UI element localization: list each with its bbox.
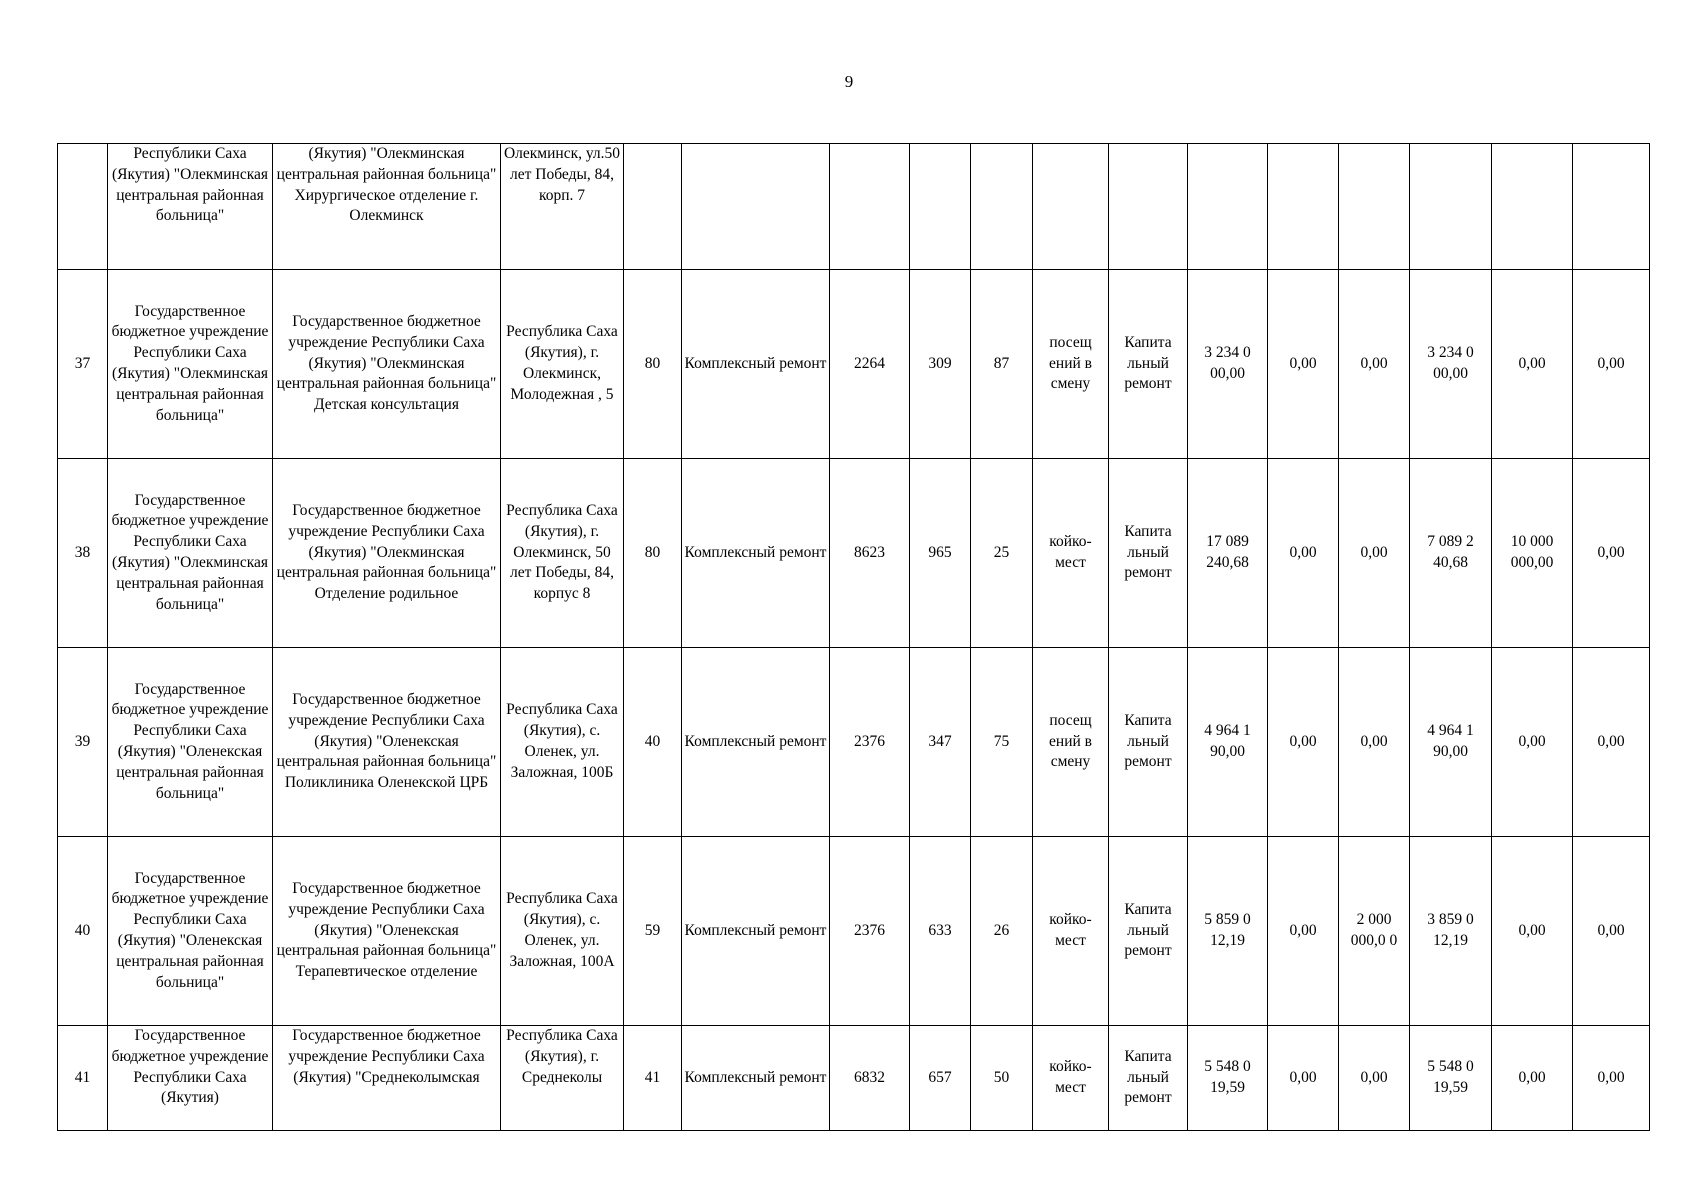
cell-funding-5: 0,00 (1573, 837, 1650, 1026)
cell-repair-kind: Капита льный ремонт (1109, 270, 1188, 459)
cell-funding-1: 0,00 (1268, 270, 1339, 459)
cell-owner: Государственное бюджетное учреждение Республики Саха (Якутия) "Оленекская центральная районная больница" (108, 648, 273, 837)
cell-funding-1: 0,00 (1268, 1026, 1339, 1131)
cell-wear-percent: 80 (624, 270, 682, 459)
cell-funding-4: 0,00 (1492, 648, 1573, 837)
cell-unit (1033, 144, 1109, 270)
cell-funding-1: 0,00 (1268, 837, 1339, 1026)
cell-work-type: Комплексный ремонт (682, 459, 830, 648)
table-row (58, 144, 1650, 270)
cell-work-type: Комплексный ремонт (682, 1026, 830, 1131)
cell-funding-2 (1339, 144, 1410, 270)
cell-object: Государственное бюджетное учреждение Республики Саха (Якутия) "Оленекская центральная районная больница" Поликлиника Оленекской ЦРБ (273, 648, 501, 837)
cell-object: (Якутия) "Олекминская центральная районная больница" Хирургическое отделение г. Олекминск (273, 144, 501, 270)
cell-owner: Государственное бюджетное учреждение Республики Саха (Якутия) "Олекминская центральная районная больница" (108, 459, 273, 648)
cell-repair-kind: Капита льный ремонт (1109, 1026, 1188, 1131)
cell-wear-percent (624, 144, 682, 270)
cell-funding-5: 0,00 (1573, 459, 1650, 648)
cell-wear-percent: 41 (624, 1026, 682, 1131)
cell-funding-1: 0,00 (1268, 459, 1339, 648)
cell-capacity-2: 87 (971, 270, 1033, 459)
cell-capacity-2: 50 (971, 1026, 1033, 1131)
cell-funding-3: 3 234 0 00,00 (1410, 270, 1492, 459)
cell-funding-3: 5 548 0 19,59 (1410, 1026, 1492, 1131)
cell-area: 2376 (830, 837, 910, 1026)
cell-funding-5 (1573, 144, 1650, 270)
cell-row-number (58, 144, 108, 270)
table-row (58, 270, 1650, 459)
cell-funding-5: 0,00 (1573, 648, 1650, 837)
cell-capacity-1: 309 (910, 270, 971, 459)
cell-funding-2: 0,00 (1339, 459, 1410, 648)
cell-area: 8623 (830, 459, 910, 648)
cell-funding-1 (1268, 144, 1339, 270)
cell-wear-percent: 59 (624, 837, 682, 1026)
cell-owner: Государственное бюджетное учреждение Республики Саха (Якутия) (108, 1026, 273, 1131)
cell-object: Государственное бюджетное учреждение Республики Саха (Якутия) "Олекминская центральная районная больница" Отделение родильное (273, 459, 501, 648)
cell-unit: койко-мест (1033, 459, 1109, 648)
cell-row-number: 37 (58, 270, 108, 459)
cell-owner: Государственное бюджетное учреждение Республики Саха (Якутия) "Олекминская центральная районная больница" (108, 270, 273, 459)
cell-capacity-1: 965 (910, 459, 971, 648)
cell-object: Государственное бюджетное учреждение Республики Саха (Якутия) "Среднеколымская (273, 1026, 501, 1131)
cell-work-type (682, 144, 830, 270)
cell-work-type: Комплексный ремонт (682, 270, 830, 459)
cell-capacity-1: 633 (910, 837, 971, 1026)
cell-funding-5: 0,00 (1573, 1026, 1650, 1131)
cell-unit: посещ ений в смену (1033, 270, 1109, 459)
cell-capacity-2 (971, 144, 1033, 270)
cell-area: 2376 (830, 648, 910, 837)
cell-wear-percent: 80 (624, 459, 682, 648)
cell-funding-3: 7 089 2 40,68 (1410, 459, 1492, 648)
cell-address: Олекминск, ул.50 лет Победы, 84, корп. 7 (501, 144, 624, 270)
cell-owner: Государственное бюджетное учреждение Республики Саха (Якутия) "Оленекская центральная районная больница" (108, 837, 273, 1026)
cell-owner: Республики Саха (Якутия) "Олекминская центральная районная больница" (108, 144, 273, 270)
cell-area: 6832 (830, 1026, 910, 1131)
cell-capacity-2: 25 (971, 459, 1033, 648)
cell-object: Государственное бюджетное учреждение Республики Саха (Якутия) "Оленекская центральная районная больница" Терапевтическое отделение (273, 837, 501, 1026)
cell-capacity-1: 347 (910, 648, 971, 837)
table-row (58, 1026, 1650, 1131)
cell-unit: койко-мест (1033, 837, 1109, 1026)
cell-funding-4: 10 000 000,00 (1492, 459, 1573, 648)
table-row (58, 837, 1650, 1026)
table-row (58, 459, 1650, 648)
table-row (58, 648, 1650, 837)
cell-capacity-2: 26 (971, 837, 1033, 1026)
cell-total-cost: 17 089 240,68 (1188, 459, 1268, 648)
cell-funding-4: 0,00 (1492, 1026, 1573, 1131)
cell-funding-5: 0,00 (1573, 270, 1650, 459)
cell-funding-2: 0,00 (1339, 1026, 1410, 1131)
cell-area: 2264 (830, 270, 910, 459)
cell-address: Республика Саха (Якутия), с. Оленек, ул. Заложная, 100Б (501, 648, 624, 837)
cell-repair-kind: Капита льный ремонт (1109, 837, 1188, 1026)
cell-work-type: Комплексный ремонт (682, 837, 830, 1026)
cell-repair-kind (1109, 144, 1188, 270)
cell-row-number: 41 (58, 1026, 108, 1131)
cell-address: Республика Саха (Якутия), г. Олекминск, Молодежная , 5 (501, 270, 624, 459)
cell-unit: койко-мест (1033, 1026, 1109, 1131)
cell-repair-kind: Капита льный ремонт (1109, 459, 1188, 648)
page-number: 9 (844, 72, 854, 91)
cell-address: Республика Саха (Якутия), г. Среднеколы (501, 1026, 624, 1131)
cell-area (830, 144, 910, 270)
cell-work-type: Комплексный ремонт (682, 648, 830, 837)
cell-funding-4: 0,00 (1492, 270, 1573, 459)
cell-capacity-2: 75 (971, 648, 1033, 837)
cell-repair-kind: Капита льный ремонт (1109, 648, 1188, 837)
cell-funding-2: 0,00 (1339, 648, 1410, 837)
cell-row-number: 39 (58, 648, 108, 837)
cell-funding-2: 2 000 000,0 0 (1339, 837, 1410, 1026)
cell-wear-percent: 40 (624, 648, 682, 837)
cell-object: Государственное бюджетное учреждение Республики Саха (Якутия) "Олекминская центральная районная больница" Детская консультация (273, 270, 501, 459)
cell-funding-4 (1492, 144, 1573, 270)
repair-program-table (57, 143, 1650, 1131)
cell-funding-1: 0,00 (1268, 648, 1339, 837)
cell-unit: посещ ений в смену (1033, 648, 1109, 837)
cell-total-cost: 5 859 0 12,19 (1188, 837, 1268, 1026)
cell-funding-3: 4 964 1 90,00 (1410, 648, 1492, 837)
cell-row-number: 38 (58, 459, 108, 648)
cell-capacity-1: 657 (910, 1026, 971, 1131)
cell-funding-4: 0,00 (1492, 837, 1573, 1026)
cell-row-number: 40 (58, 837, 108, 1026)
cell-total-cost: 4 964 1 90,00 (1188, 648, 1268, 837)
cell-funding-3: 3 859 0 12,19 (1410, 837, 1492, 1026)
cell-total-cost (1188, 144, 1268, 270)
cell-funding-3 (1410, 144, 1492, 270)
cell-funding-2: 0,00 (1339, 270, 1410, 459)
cell-address: Республика Саха (Якутия), г. Олекминск, 50 лет Победы, 84, корпус 8 (501, 459, 624, 648)
cell-address: Республика Саха (Якутия), с. Оленек, ул. Заложная, 100А (501, 837, 624, 1026)
cell-total-cost: 3 234 0 00,00 (1188, 270, 1268, 459)
cell-capacity-1 (910, 144, 971, 270)
cell-total-cost: 5 548 0 19,59 (1188, 1026, 1268, 1131)
